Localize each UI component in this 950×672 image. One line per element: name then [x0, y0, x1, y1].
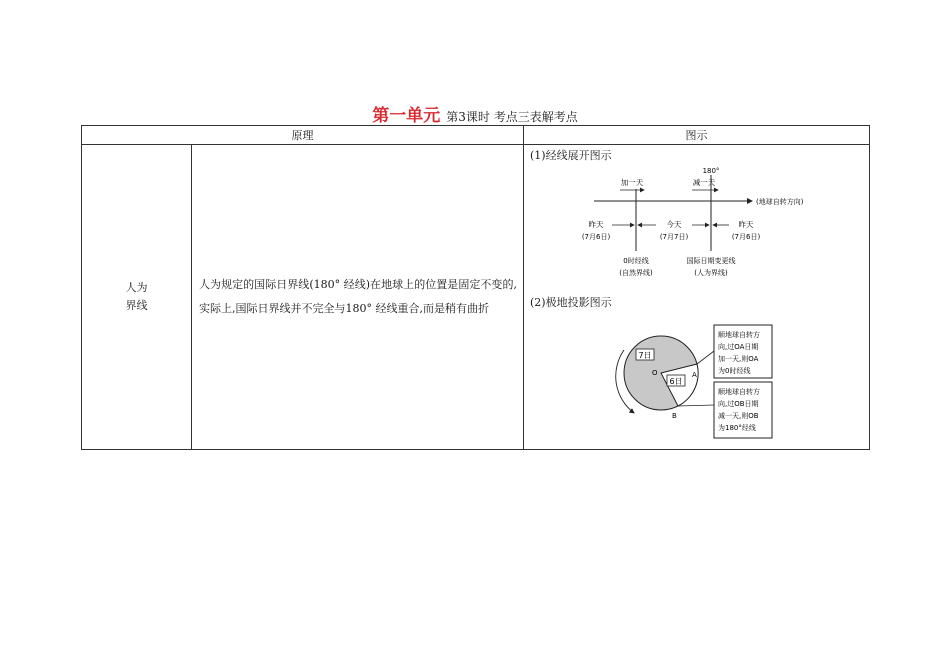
label-rotation: (地球自转方向) — [756, 198, 804, 206]
polar-diagram — [524, 313, 868, 448]
label-day6: 6日 — [669, 377, 683, 386]
label-point-o: O — [652, 369, 658, 377]
figure1-title: (1)经线展开图示 — [530, 149, 612, 162]
figure-cell — [524, 145, 870, 450]
callout-1-line-4: 为0时经线 — [718, 367, 751, 375]
callout-b-line — [678, 405, 714, 406]
header-principle: 原理 — [82, 126, 524, 145]
label-idl: 国际日期变更线 — [686, 257, 736, 265]
meridian-diagram — [524, 163, 868, 288]
table-header-row — [82, 126, 870, 145]
label-point-b: B — [672, 412, 677, 420]
table-row — [82, 145, 870, 450]
row-name-line2: 界线 — [125, 299, 148, 312]
callout-2-line-1: 顺地球自转方 — [718, 388, 760, 396]
label-zero-line: 0时经线 — [623, 257, 649, 265]
label-today: 今天 — [666, 220, 682, 229]
label-idl-note: (人为界线) — [694, 269, 728, 277]
figure2-title: (2)极地投影图示 — [530, 296, 612, 309]
row-name-line1: 人为 — [125, 281, 148, 294]
principle-text: 人为规定的国际日界线(180° 经线)在地球上的位置是固定不变的,实际上,国际日界线并不完全与180° 经线重合,而是稍有曲折 — [192, 145, 524, 450]
lesson-title: 第3课时 考点三表解考点 — [446, 110, 578, 124]
label-day7: 7日 — [638, 351, 652, 360]
label-zero-line-note: (自然界线) — [619, 269, 653, 277]
header-figure: 图示 — [524, 126, 870, 145]
callout-1-line-2: 向,过OA日期 — [718, 343, 759, 351]
label-180: 180° — [702, 167, 720, 175]
callout-2-line-4: 为180°经线 — [718, 424, 756, 432]
label-date-mid: (7月7日) — [659, 233, 689, 241]
label-sub-day: 减一天 — [692, 178, 716, 187]
label-point-a: A — [692, 371, 697, 379]
callout-1-line-3: 加一天,则OA — [718, 355, 759, 363]
content-table — [81, 125, 870, 450]
callout-a-line — [697, 351, 714, 364]
callout-1-line-1: 顺地球自转方 — [718, 331, 760, 339]
label-date-left: (7月6日) — [581, 233, 611, 241]
label-yesterday-right: 昨天 — [738, 220, 754, 229]
label-date-right: (7月6日) — [731, 233, 761, 241]
row-name — [82, 145, 192, 450]
label-add-day: 加一天 — [620, 178, 644, 187]
callout-2-line-2: 向,过OB日期 — [718, 400, 759, 408]
unit-title: 第一单元 — [372, 106, 441, 126]
callout-2-line-3: 减一天,则OB — [718, 412, 759, 420]
label-yesterday-left: 昨天 — [588, 220, 604, 229]
